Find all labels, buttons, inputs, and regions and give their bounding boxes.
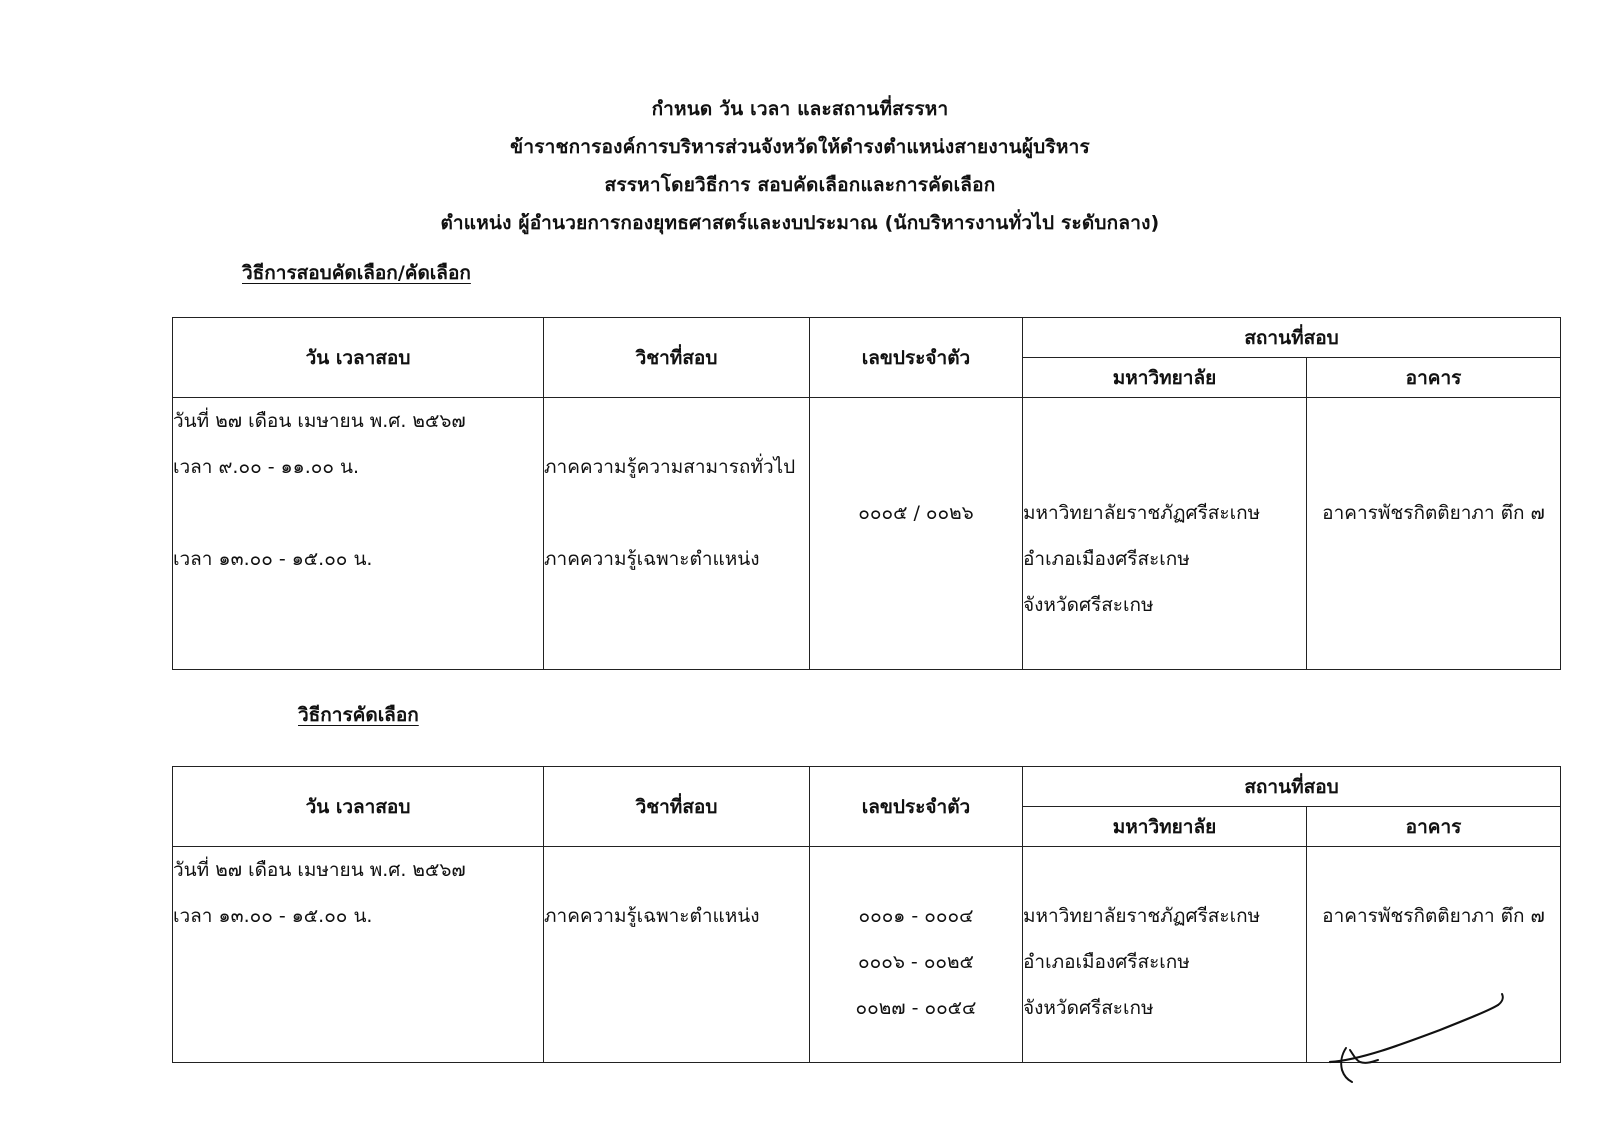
header-location: สถานที่สอบ — [1023, 318, 1561, 358]
id-cell — [810, 847, 1023, 1063]
datetime-line: เวลา ๙.๐๐ - ๑๑.๐๐ น. — [173, 456, 360, 478]
handwritten-signature — [1320, 990, 1520, 1100]
university-line — [1023, 847, 1306, 893]
header-subject: วิชาที่สอบ — [544, 318, 810, 398]
building-line: อาคารพัชรกิตติยาภา ตึก ๗ — [1322, 502, 1545, 524]
header-id: เลขประจำตัว — [810, 318, 1023, 398]
subject-line: ภาคความรู้เฉพาะตำแหน่ง — [544, 905, 760, 927]
datetime-line: วันที่ ๒๗ เดือน เมษายน พ.ศ. ๒๕๖๗ — [173, 859, 466, 881]
subject-line — [544, 847, 809, 893]
university-line: มหาวิทยาลัยราชภัฏศรีสะเกษ — [1023, 502, 1261, 524]
document-title — [0, 90, 1600, 242]
id-line — [810, 444, 1022, 490]
header-subject: วิชาที่สอบ — [544, 767, 810, 847]
header-datetime: วัน เวลาสอบ — [173, 767, 544, 847]
header-id: เลขประจำตัว — [810, 767, 1023, 847]
id-line: ๐๐๐๕ / ๐๐๒๖ — [858, 502, 974, 524]
id-line — [810, 847, 1022, 893]
datetime-cell — [173, 847, 544, 1063]
building-line — [1307, 847, 1560, 893]
subject-line — [544, 398, 809, 444]
subject-line: ภาคความรู้เฉพาะตำแหน่ง — [544, 548, 760, 570]
header-building: อาคาร — [1307, 358, 1561, 398]
university-line — [1023, 398, 1306, 444]
subject-cell — [544, 847, 810, 1063]
id-line: ๐๐๐๑ - ๐๐๐๔ — [858, 905, 974, 927]
id-cell — [810, 398, 1023, 670]
university-line: จังหวัดศรีสะเกษ — [1023, 997, 1154, 1019]
building-cell — [1307, 398, 1561, 670]
header-university: มหาวิทยาลัย — [1023, 807, 1307, 847]
datetime-line: เวลา ๑๓.๐๐ - ๑๕.๐๐ น. — [173, 548, 373, 570]
subject-cell — [544, 398, 810, 670]
datetime-line: วันที่ ๒๗ เดือน เมษายน พ.ศ. ๒๕๖๗ — [173, 410, 466, 432]
title-line-1: กำหนด วัน เวลา และสถานที่สรรหา — [651, 98, 949, 120]
subject-line — [544, 490, 809, 536]
header-location: สถานที่สอบ — [1023, 767, 1561, 807]
header-datetime: วัน เวลาสอบ — [173, 318, 544, 398]
building-line: อาคารพัชรกิตติยาภา ตึก ๗ — [1322, 905, 1545, 927]
id-line: ๐๐๐๖ - ๐๐๒๕ — [858, 951, 974, 973]
subject-line: ภาคความรู้ความสามารถทั่วไป — [544, 456, 796, 478]
datetime-line — [173, 490, 543, 536]
building-line — [1307, 398, 1560, 444]
id-line: ๐๐๒๗ - ๐๐๕๔ — [855, 997, 977, 1019]
title-line-3: สรรหาโดยวิธีการ สอบคัดเลือกและการคัดเลือก — [604, 174, 996, 196]
header-building: อาคาร — [1307, 807, 1561, 847]
university-line — [1023, 444, 1306, 490]
title-line-2: ข้าราชการองค์การบริหารส่วนจังหวัดให้ดำรงตำแหน่งสายงานผู้บริหาร — [510, 136, 1090, 158]
header-university: มหาวิทยาลัย — [1023, 358, 1307, 398]
id-line — [810, 398, 1022, 444]
datetime-line: เวลา ๑๓.๐๐ - ๑๕.๐๐ น. — [173, 905, 373, 927]
section1-heading: วิธีการสอบคัดเลือก/คัดเลือก — [242, 262, 471, 284]
section1-table — [172, 317, 1561, 670]
university-cell — [1023, 847, 1307, 1063]
datetime-cell — [173, 398, 544, 670]
title-line-4: ตำแหน่ง ผู้อำนวยการกองยุทธศาสตร์และงบประมาณ (นักบริหารงานทั่วไป ระดับกลาง) — [440, 212, 1160, 234]
building-line — [1307, 444, 1560, 490]
university-line: อำเภอเมืองศรีสะเกษ — [1023, 548, 1190, 570]
university-line: อำเภอเมืองศรีสะเกษ — [1023, 951, 1190, 973]
university-cell — [1023, 398, 1307, 670]
section2-heading: วิธีการคัดเลือก — [298, 704, 419, 726]
university-line: จังหวัดศรีสะเกษ — [1023, 594, 1154, 616]
university-line: มหาวิทยาลัยราชภัฏศรีสะเกษ — [1023, 905, 1261, 927]
